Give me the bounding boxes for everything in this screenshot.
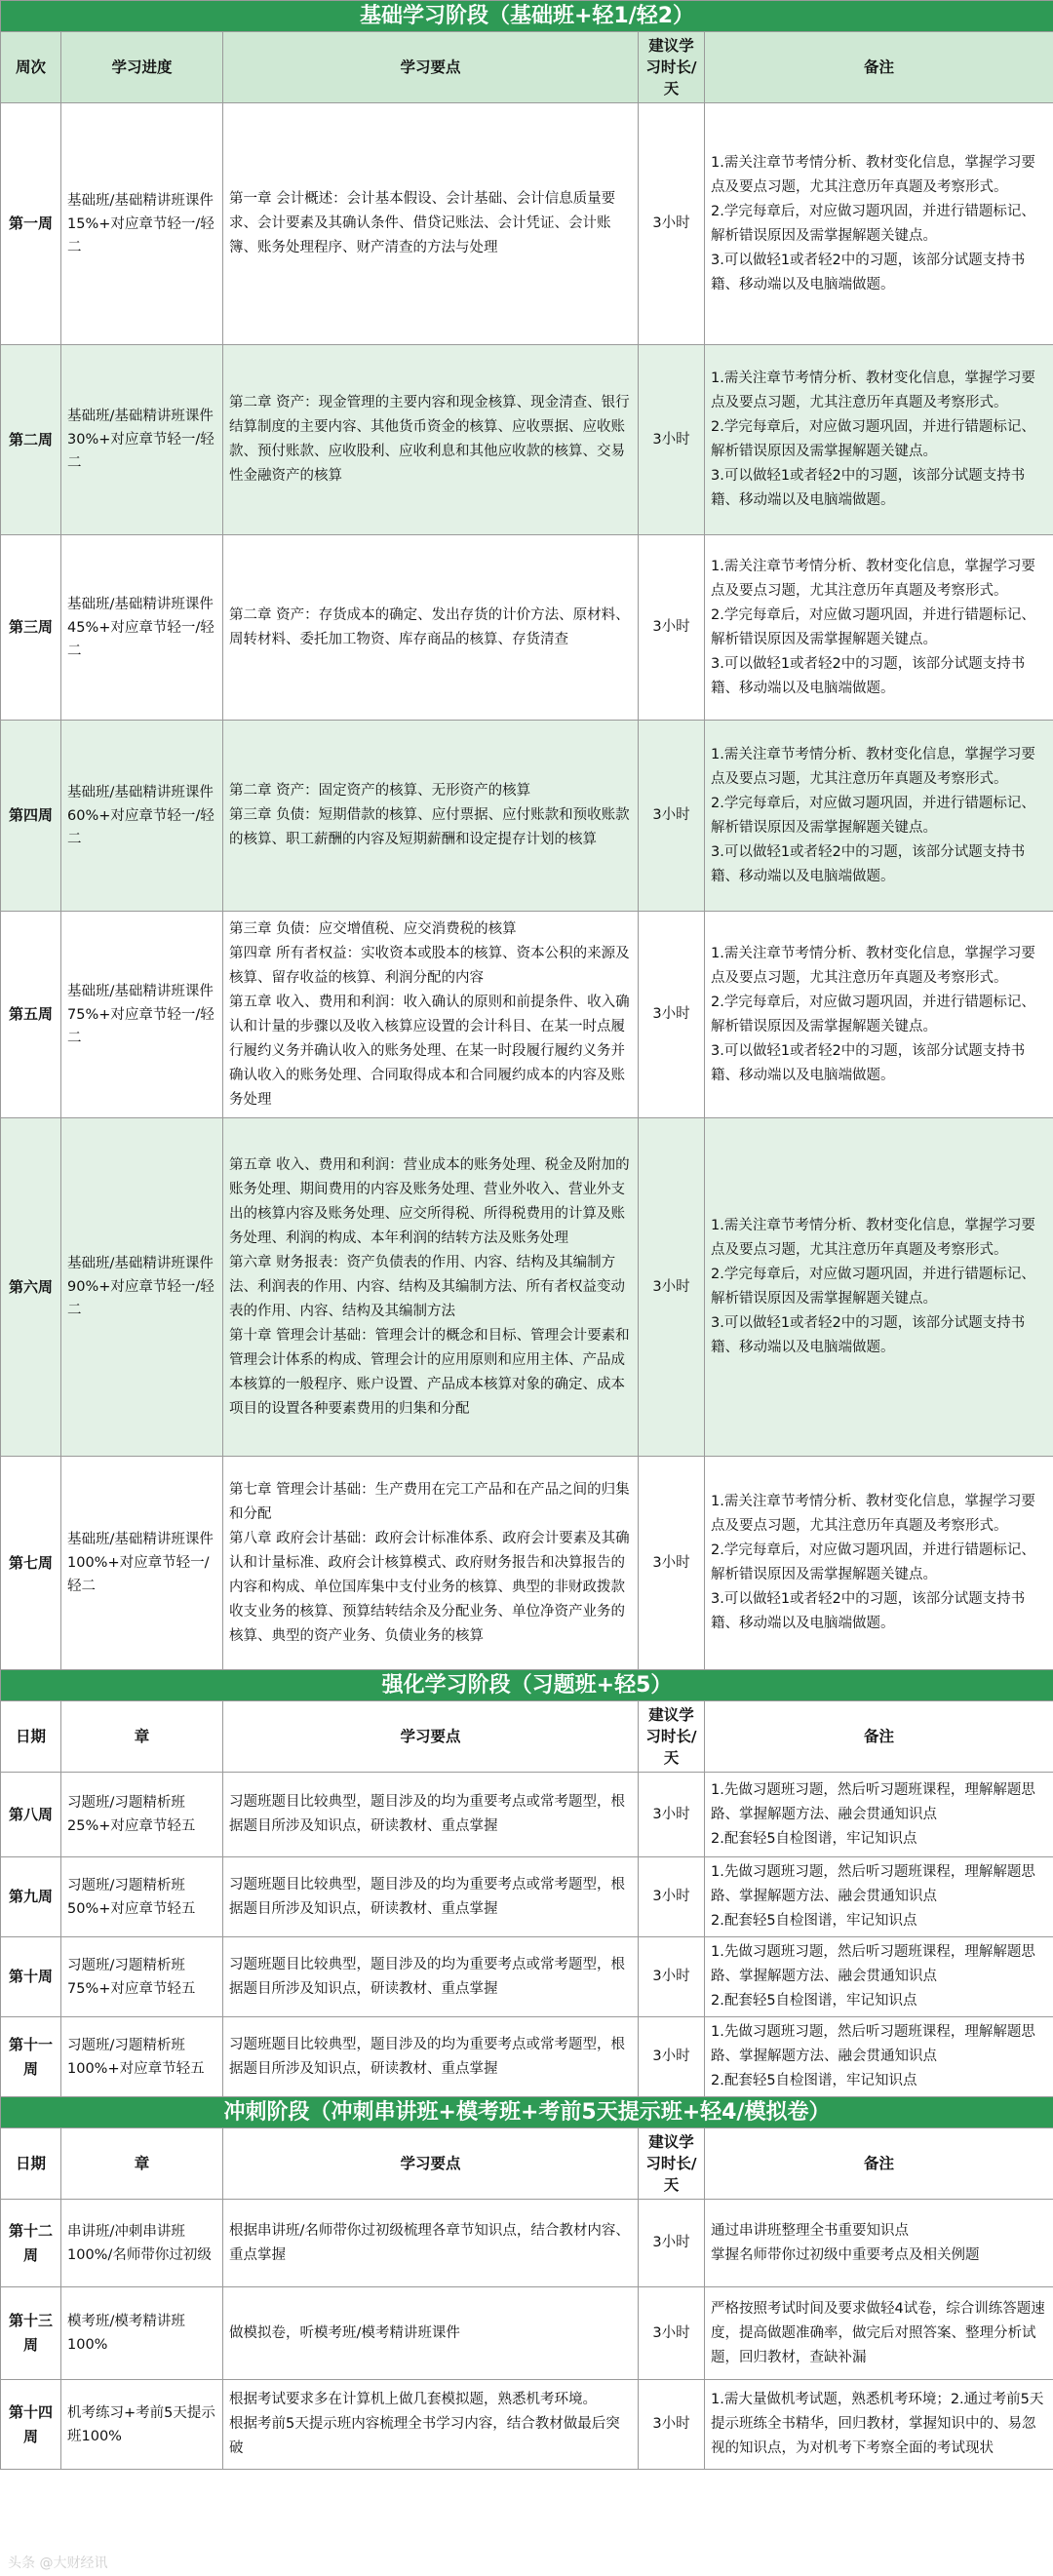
- column-header: 备注: [705, 32, 1053, 103]
- week-cell: 第六周: [1, 1118, 61, 1457]
- table-row: [1, 2017, 1053, 2097]
- hours-cell: 3小时: [639, 535, 705, 721]
- key-points-cell: 第二章 资产：现金管理的主要内容和现金核算、现金清查、银行结算制度的主要内容、其他货币资金的核算、应收票据、应收账款、预付账款、应收股利、应收利息和其他应收款的核算、交易性金融资产的核算: [223, 345, 639, 535]
- column-header: 章: [61, 1701, 223, 1773]
- table-row: [1, 1937, 1053, 2017]
- key-points-cell: 第二章 资产：存货成本的确定、发出存货的计价方法、原材料、周转材料、委托加工物资、库存商品的核算、存货清查: [223, 535, 639, 721]
- notes-cell: 1.需关注章节考情分析、教材变化信息，掌握学习要点及要点习题，尤其注意历年真题及考察形式。 2.学完每章后，对应做习题巩固，并进行错题标记、解析错误原因及需掌握解题关键点。 3.可以做轻1或者轻2中的习题，该部分试题支持书籍、移动端以及电脑端做题。: [705, 535, 1053, 721]
- hours-cell: 3小时: [639, 1118, 705, 1457]
- week-cell: 第九周: [1, 1857, 61, 1937]
- notes-cell: 1.先做习题班习题，然后听习题班课程，理解解题思路、掌握解题方法、融会贯通知识点 2.配套轻5自检图谱，牢记知识点: [705, 1937, 1053, 2017]
- progress-cell: 基础班/基础精讲班课件30%+对应章节轻一/轻二: [61, 345, 223, 535]
- notes-cell: 1.先做习题班习题，然后听习题班课程，理解解题思路、掌握解题方法、融会贯通知识点 2.配套轻5自检图谱，牢记知识点: [705, 1857, 1053, 1937]
- progress-cell: 习题班/习题精析班75%+对应章节轻五: [61, 1937, 223, 2017]
- table-row: [1, 1118, 1053, 1457]
- key-points-cell: 习题班题目比较典型，题目涉及的均为重要考点或常考题型，根据题目所涉及知识点，研读教材、重点掌握: [223, 1857, 639, 1937]
- key-points-cell: 做模拟卷，听模考班/模考精讲班课件: [223, 2287, 639, 2380]
- progress-cell: 习题班/习题精析班50%+对应章节轻五: [61, 1857, 223, 1937]
- table-row: [1, 345, 1053, 535]
- column-header: 建议学习时长/天: [639, 1701, 705, 1773]
- table-row: [1, 2200, 1053, 2287]
- progress-cell: 基础班/基础精讲班课件45%+对应章节轻一/轻二: [61, 535, 223, 721]
- progress-cell: 模考班/模考精讲班100%: [61, 2287, 223, 2380]
- column-header: 建议学习时长/天: [639, 32, 705, 103]
- key-points-cell: 第七章 管理会计基础：生产费用在完工产品和在产品之间的归集和分配 第八章 政府会计基础：政府会计标准体系、政府会计要素及其确认和计量标准、政府会计核算模式、政府财务报告和决算报告的内容和构成、单位国库集中支付业务的核算、典型的非财政拨款收支业务的核算、预算结转结余及分配业务、单位净资产业务的核算、典型的资产业务、负债业务的核算: [223, 1457, 639, 1670]
- hours-cell: 3小时: [639, 1457, 705, 1670]
- week-cell: 第一周: [1, 103, 61, 345]
- notes-cell: 1.需关注章节考情分析、教材变化信息，掌握学习要点及要点习题，尤其注意历年真题及考察形式。 2.学完每章后，对应做习题巩固，并进行错题标记、解析错误原因及需掌握解题关键点。 3.可以做轻1或者轻2中的习题，该部分试题支持书籍、移动端以及电脑端做题。: [705, 912, 1053, 1118]
- table-row: [1, 1773, 1053, 1857]
- column-header: 学习进度: [61, 32, 223, 103]
- week-cell: 第十二周: [1, 2200, 61, 2287]
- watermark: 头条 @大财经讯: [8, 2556, 108, 2571]
- progress-cell: 基础班/基础精讲班课件100%+对应章节轻一/轻二: [61, 1457, 223, 1670]
- notes-cell: 严格按照考试时间及要求做轻4试卷，综合训练答题速度，提高做题准确率，做完后对照答案、整理分析试题，回归教材，查缺补漏: [705, 2287, 1053, 2380]
- progress-cell: 习题班/习题精析班25%+对应章节轻五: [61, 1773, 223, 1857]
- progress-cell: 机考练习+考前5天提示班100%: [61, 2380, 223, 2470]
- header-row: [1, 32, 1053, 103]
- week-cell: 第二周: [1, 345, 61, 535]
- hours-cell: 3小时: [639, 2380, 705, 2470]
- progress-cell: 串讲班/冲刺串讲班100%/名师带你过初级: [61, 2200, 223, 2287]
- section-banner: [1, 2097, 1053, 2128]
- progress-cell: 习题班/习题精析班100%+对应章节轻五: [61, 2017, 223, 2097]
- notes-cell: 1.需关注章节考情分析、教材变化信息，掌握学习要点及要点习题，尤其注意历年真题及考察形式。 2.学完每章后，对应做习题巩固，并进行错题标记、解析错误原因及需掌握解题关键点。 3.可以做轻1或者轻2中的习题，该部分试题支持书籍、移动端以及电脑端做题。: [705, 1118, 1053, 1457]
- section-title: 冲刺阶段（冲刺串讲班+模考班+考前5天提示班+轻4/模拟卷）: [1, 2097, 1053, 2128]
- progress-cell: 基础班/基础精讲班课件60%+对应章节轻一/轻二: [61, 721, 223, 912]
- week-cell: 第十周: [1, 1937, 61, 2017]
- table-row: [1, 2287, 1053, 2380]
- hours-cell: 3小时: [639, 1773, 705, 1857]
- week-cell: 第十三周: [1, 2287, 61, 2380]
- progress-cell: 基础班/基础精讲班课件15%+对应章节轻一/轻二: [61, 103, 223, 345]
- week-cell: 第十一周: [1, 2017, 61, 2097]
- table-row: [1, 2380, 1053, 2470]
- table-row: [1, 535, 1053, 721]
- hours-cell: 3小时: [639, 912, 705, 1118]
- notes-cell: 1.需关注章节考情分析、教材变化信息，掌握学习要点及要点习题，尤其注意历年真题及考察形式。 2.学完每章后，对应做习题巩固，并进行错题标记、解析错误原因及需掌握解题关键点。 3.可以做轻1或者轻2中的习题，该部分试题支持书籍、移动端以及电脑端做题。: [705, 721, 1053, 912]
- section-banner: [1, 1670, 1053, 1701]
- notes-cell: 1.需大量做机考试题，熟悉机考环境；2.通过考前5天提示班练全书精华，回归教材，掌握知识中的、易忽视的知识点，为对机考下考察全面的考试现状: [705, 2380, 1053, 2470]
- column-header: 日期: [1, 2128, 61, 2200]
- column-header: 学习要点: [223, 32, 639, 103]
- key-points-cell: 根据考试要求多在计算机上做几套模拟题，熟悉机考环境。 根据考前5天提示班内容梳理全书学习内容，结合教材做最后突破: [223, 2380, 639, 2470]
- section-title: 基础学习阶段（基础班+轻1/轻2）: [1, 1, 1053, 32]
- header-row: [1, 1701, 1053, 1773]
- table-row: [1, 1857, 1053, 1937]
- table-row: [1, 1457, 1053, 1670]
- week-cell: 第五周: [1, 912, 61, 1118]
- key-points-cell: 第三章 负债：应交增值税、应交消费税的核算 第四章 所有者权益：实收资本或股本的核算、资本公积的来源及核算、留存收益的核算、利润分配的内容 第五章 收入、费用和利润：收入确认的原则和前提条件、收入确认和计量的步骤以及收入核算应设置的会计科目、在某一时点履行履约义务并确认收入的账务处理、在某一时段履行履约义务并确认收入的账务处理、合同取得成本和合同履约成本的内容及账务处理: [223, 912, 639, 1118]
- notes-cell: 1.先做习题班习题，然后听习题班课程，理解解题思路、掌握解题方法、融会贯通知识点 2.配套轻5自检图谱，牢记知识点: [705, 2017, 1053, 2097]
- key-points-cell: 习题班题目比较典型，题目涉及的均为重要考点或常考题型，根据题目所涉及知识点，研读教材、重点掌握: [223, 1937, 639, 2017]
- column-header: 日期: [1, 1701, 61, 1773]
- notes-cell: 1.先做习题班习题，然后听习题班课程，理解解题思路、掌握解题方法、融会贯通知识点 2.配套轻5自检图谱，牢记知识点: [705, 1773, 1053, 1857]
- section-banner: [1, 1, 1053, 32]
- column-header: 备注: [705, 1701, 1053, 1773]
- hours-cell: 3小时: [639, 2287, 705, 2380]
- column-header: 学习要点: [223, 2128, 639, 2200]
- week-cell: 第三周: [1, 535, 61, 721]
- column-header: 周次: [1, 32, 61, 103]
- column-header: 备注: [705, 2128, 1053, 2200]
- notes-cell: 1.需关注章节考情分析、教材变化信息，掌握学习要点及要点习题，尤其注意历年真题及考察形式。 2.学完每章后，对应做习题巩固，并进行错题标记、解析错误原因及需掌握解题关键点。 3.可以做轻1或者轻2中的习题，该部分试题支持书籍、移动端以及电脑端做题。: [705, 1457, 1053, 1670]
- hours-cell: 3小时: [639, 2200, 705, 2287]
- column-header: 章: [61, 2128, 223, 2200]
- week-cell: 第四周: [1, 721, 61, 912]
- hours-cell: 3小时: [639, 1857, 705, 1937]
- table-row: [1, 721, 1053, 912]
- key-points-cell: 根据串讲班/名师带你过初级梳理各章节知识点，结合教材内容、重点掌握: [223, 2200, 639, 2287]
- progress-cell: 基础班/基础精讲班课件90%+对应章节轻一/轻二: [61, 1118, 223, 1457]
- section-title: 强化学习阶段（习题班+轻5）: [1, 1670, 1053, 1701]
- key-points-cell: 第一章 会计概述：会计基本假设、会计基础、会计信息质量要求、会计要素及其确认条件、借贷记账法、会计凭证、会计账簿、账务处理程序、财产清查的方法与处理: [223, 103, 639, 345]
- notes-cell: 1.需关注章节考情分析、教材变化信息，掌握学习要点及要点习题，尤其注意历年真题及考察形式。 2.学完每章后，对应做习题巩固，并进行错题标记、解析错误原因及需掌握解题关键点。 3.可以做轻1或者轻2中的习题，该部分试题支持书籍、移动端以及电脑端做题。: [705, 345, 1053, 535]
- column-header: 建议学习时长/天: [639, 2128, 705, 2200]
- week-cell: 第十四周: [1, 2380, 61, 2470]
- hours-cell: 3小时: [639, 1937, 705, 2017]
- hours-cell: 3小时: [639, 721, 705, 912]
- key-points-cell: 第二章 资产：固定资产的核算、无形资产的核算 第三章 负债：短期借款的核算、应付票据、应付账款和预收账款的核算、职工薪酬的内容及短期薪酬和设定提存计划的核算: [223, 721, 639, 912]
- header-row: [1, 2128, 1053, 2200]
- week-cell: 第八周: [1, 1773, 61, 1857]
- key-points-cell: 习题班题目比较典型，题目涉及的均为重要考点或常考题型，根据题目所涉及知识点，研读教材、重点掌握: [223, 1773, 639, 1857]
- table-row: [1, 103, 1053, 345]
- key-points-cell: 习题班题目比较典型，题目涉及的均为重要考点或常考题型，根据题目所涉及知识点，研读教材、重点掌握: [223, 2017, 639, 2097]
- column-header: 学习要点: [223, 1701, 639, 1773]
- progress-cell: 基础班/基础精讲班课件75%+对应章节轻一/轻二: [61, 912, 223, 1118]
- hours-cell: 3小时: [639, 103, 705, 345]
- key-points-cell: 第五章 收入、费用和利润：营业成本的账务处理、税金及附加的账务处理、期间费用的内容及账务处理、营业外收入、营业外支出的核算内容及账务处理、应交所得税、所得税费用的计算及账务处理、利润的构成、本年利润的结转方法及账务处理 第六章 财务报表：资产负债表的作用、内容、结构及其编制方法、利润表的作用、内容、结构及其编制方法、所有者权益变动表的作用、内容、结构及其编制方法 第十章 管理会计基础：管理会计的概念和目标、管理会计要素和管理会计体系的构成、管理会计的应用原则和应用主体、产品成本核算的一般程序、账户设置、产品成本核算对象的确定、成本项目的设置各种要素费用的归集和分配: [223, 1118, 639, 1457]
- hours-cell: 3小时: [639, 2017, 705, 2097]
- week-cell: 第七周: [1, 1457, 61, 1670]
- hours-cell: 3小时: [639, 345, 705, 535]
- notes-cell: 通过串讲班整理全书重要知识点 掌握名师带你过初级中重要考点及相关例题: [705, 2200, 1053, 2287]
- notes-cell: 1.需关注章节考情分析、教材变化信息，掌握学习要点及要点习题，尤其注意历年真题及考察形式。 2.学完每章后，对应做习题巩固，并进行错题标记、解析错误原因及需掌握解题关键点。 3.可以做轻1或者轻2中的习题，该部分试题支持书籍、移动端以及电脑端做题。: [705, 103, 1053, 345]
- table-row: [1, 912, 1053, 1118]
